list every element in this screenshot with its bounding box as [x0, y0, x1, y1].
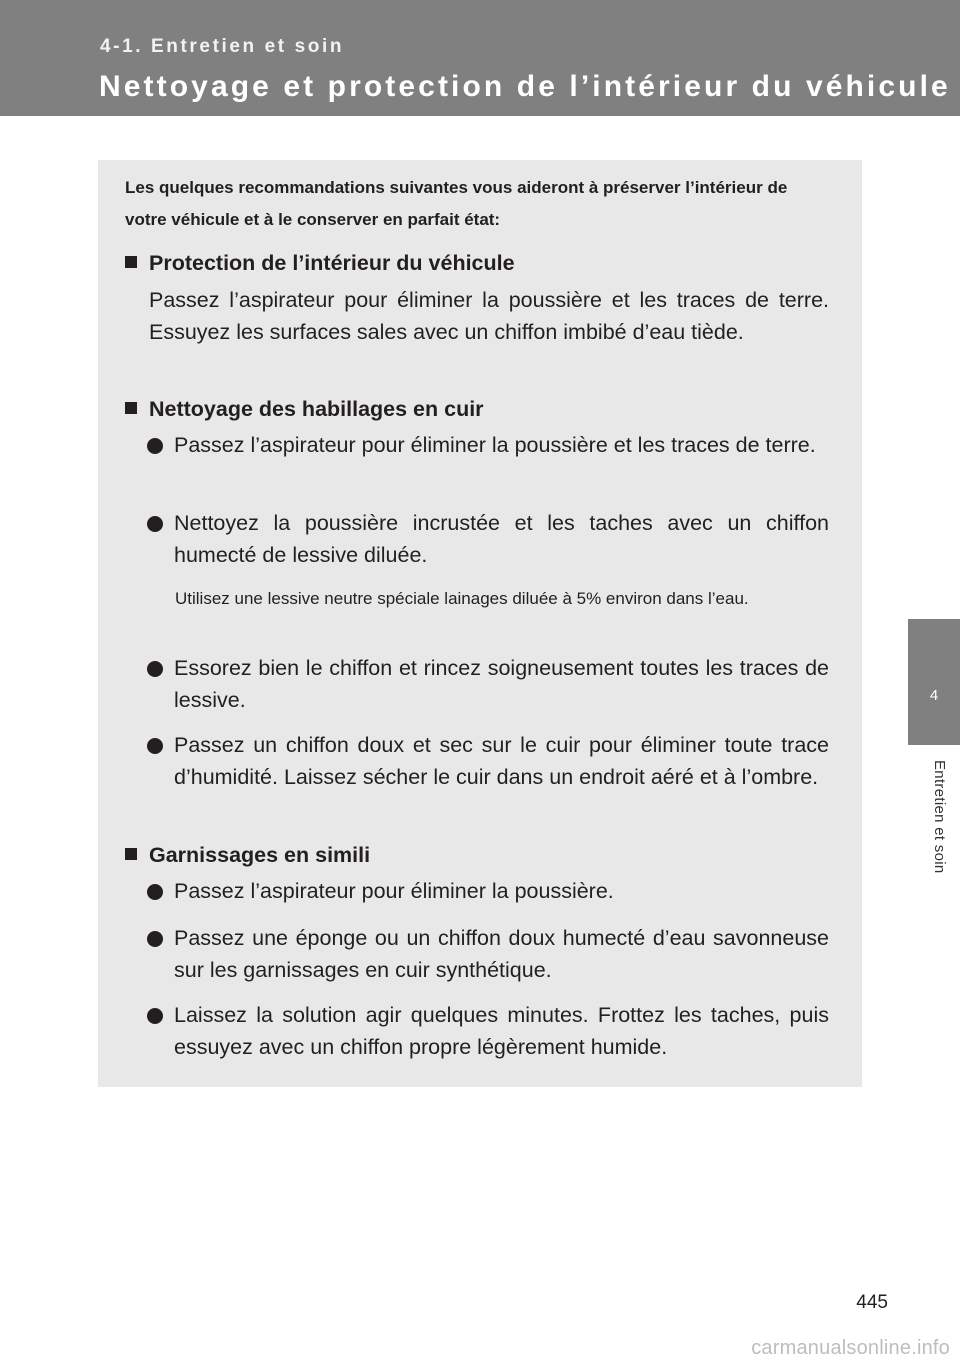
- list-item: [147, 653, 829, 716]
- page-header: [0, 0, 960, 116]
- list-item: [147, 508, 829, 571]
- chapter-tab-label: Entretien et soin: [931, 760, 948, 874]
- chapter-tab[interactable]: [908, 619, 960, 745]
- list-item: [147, 876, 829, 908]
- note-text: Utilisez une lessive neutre spéciale lainages diluée à 5% environ dans l’eau.: [175, 589, 749, 608]
- heading-leather: [125, 394, 835, 424]
- page-number: 445: [856, 1292, 888, 1313]
- section-label: 4-1. Entretien et soin: [100, 36, 345, 57]
- square-bullet-icon: [125, 256, 137, 268]
- list-item-text: Passez l’aspirateur pour éliminer la poussière.: [174, 879, 614, 903]
- list-item-text: Essorez bien le chiffon et rincez soigneusement toutes les traces de lessive.: [174, 656, 829, 712]
- list-item: [147, 730, 829, 793]
- round-bullet-icon: [147, 738, 163, 754]
- square-bullet-icon: [125, 848, 137, 860]
- list-item: [147, 430, 829, 462]
- intro-text: Les quelques recommandations suivantes vous aideront à préserver l’intérieur de votre véhicule et à le conserver en parfait état:: [125, 178, 788, 229]
- heading-simili: [125, 840, 835, 870]
- page-title: Nettoyage et protection de l’intérieur du véhicule: [99, 70, 951, 103]
- round-bullet-icon: [147, 661, 163, 677]
- watermark[interactable]: carmanualsonline.info: [751, 1337, 950, 1359]
- list-item-text: Passez une éponge ou un chiffon doux humecté d’eau savonneuse sur les garnissages en cuir synthétique.: [174, 926, 829, 982]
- list-item-text: Laissez la solution agir quelques minutes. Frottez les taches, puis essuyez avec un chiffon propre légèrement humide.: [174, 1003, 829, 1059]
- round-bullet-icon: [147, 884, 163, 900]
- heading-text: Nettoyage des habillages en cuir: [149, 397, 484, 421]
- heading-text: Garnissages en simili: [149, 843, 371, 867]
- round-bullet-icon: [147, 438, 163, 454]
- paragraph-protection: Passez l’aspirateur pour éliminer la poussière et les traces de terre. Essuyez les surfaces sales avec un chiffon imbibé d’eau tiède.: [149, 288, 829, 344]
- square-bullet-icon: [125, 402, 137, 414]
- list-item-text: Passez un chiffon doux et sec sur le cuir pour éliminer toute trace d’humidité. Laissez sécher le cuir dans un endroit aéré et à l’ombre.: [174, 733, 829, 789]
- round-bullet-icon: [147, 1008, 163, 1024]
- round-bullet-icon: [147, 516, 163, 532]
- list-item: [147, 923, 829, 986]
- list-item-text: Nettoyez la poussière incrustée et les taches avec un chiffon humecté de lessive diluée.: [174, 511, 829, 567]
- list-item-text: Passez l’aspirateur pour éliminer la poussière et les traces de terre.: [174, 433, 816, 457]
- content-box: [98, 160, 862, 1087]
- heading-protection: [125, 248, 835, 278]
- heading-text: Protection de l’intérieur du véhicule: [149, 251, 515, 275]
- chapter-tab-number: 4: [929, 687, 939, 704]
- list-item: [147, 1000, 829, 1063]
- round-bullet-icon: [147, 931, 163, 947]
